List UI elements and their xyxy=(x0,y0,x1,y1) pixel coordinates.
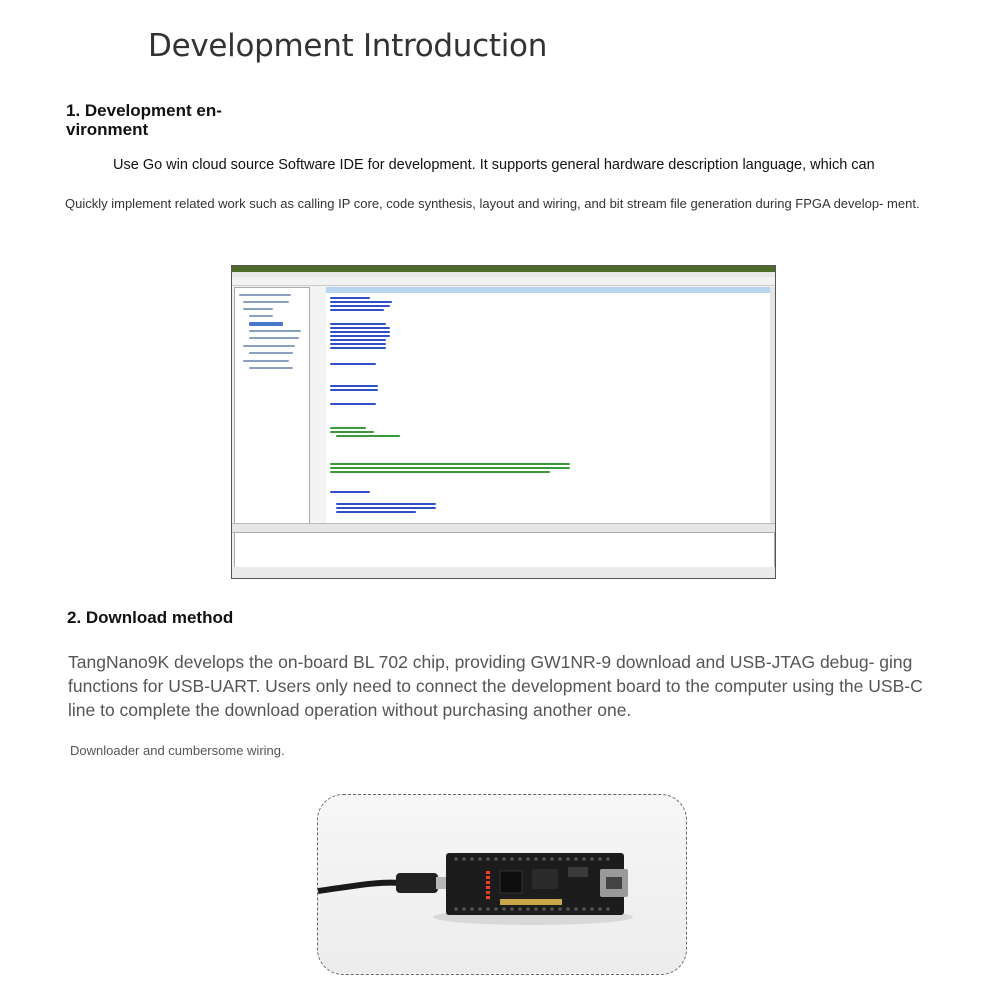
board-photo xyxy=(317,794,687,975)
ide-line-numbers xyxy=(310,287,327,523)
page-title: Development Introduction xyxy=(148,28,548,64)
paragraph-download-intro: TangNano9K develops the on-board BL 702 chip, providing GW1NR-9 download and USB-JTAG debug- ging functions for USB-UART. Users only need to connect the development board to the computer using the USB-C line to complete the download operation without purchasing another one. xyxy=(68,652,923,720)
ide-scrollbar xyxy=(770,287,775,523)
ide-screenshot xyxy=(231,265,776,579)
paragraph-download-note: Downloader and cumbersome wiring. xyxy=(70,743,285,758)
ide-statusbar xyxy=(232,567,775,578)
ide-editor-first-line xyxy=(326,287,770,293)
ide-design-tree xyxy=(234,287,310,525)
fpga-chip xyxy=(500,871,522,893)
paragraph-ide-intro: Use Go win cloud source Software IDE for development. It supports general hardware description language, which can xyxy=(113,157,875,173)
section-heading-development-environment: 1. Development en- vironment xyxy=(66,101,222,139)
paragraph-ide-features: Quickly implement related work such as calling IP core, code synthesis, layout and wiring, and bit stream file generation during FPGA develop- ment. xyxy=(65,196,920,211)
section-heading-download-method: 2. Download method xyxy=(67,608,234,627)
ide-code-editor xyxy=(326,287,770,523)
usb-c-plug xyxy=(396,873,438,893)
tang-nano-board-illustration xyxy=(318,795,685,973)
ide-toolbar xyxy=(232,277,775,286)
ide-console-panel xyxy=(234,532,775,569)
bl702-chip xyxy=(532,869,558,889)
